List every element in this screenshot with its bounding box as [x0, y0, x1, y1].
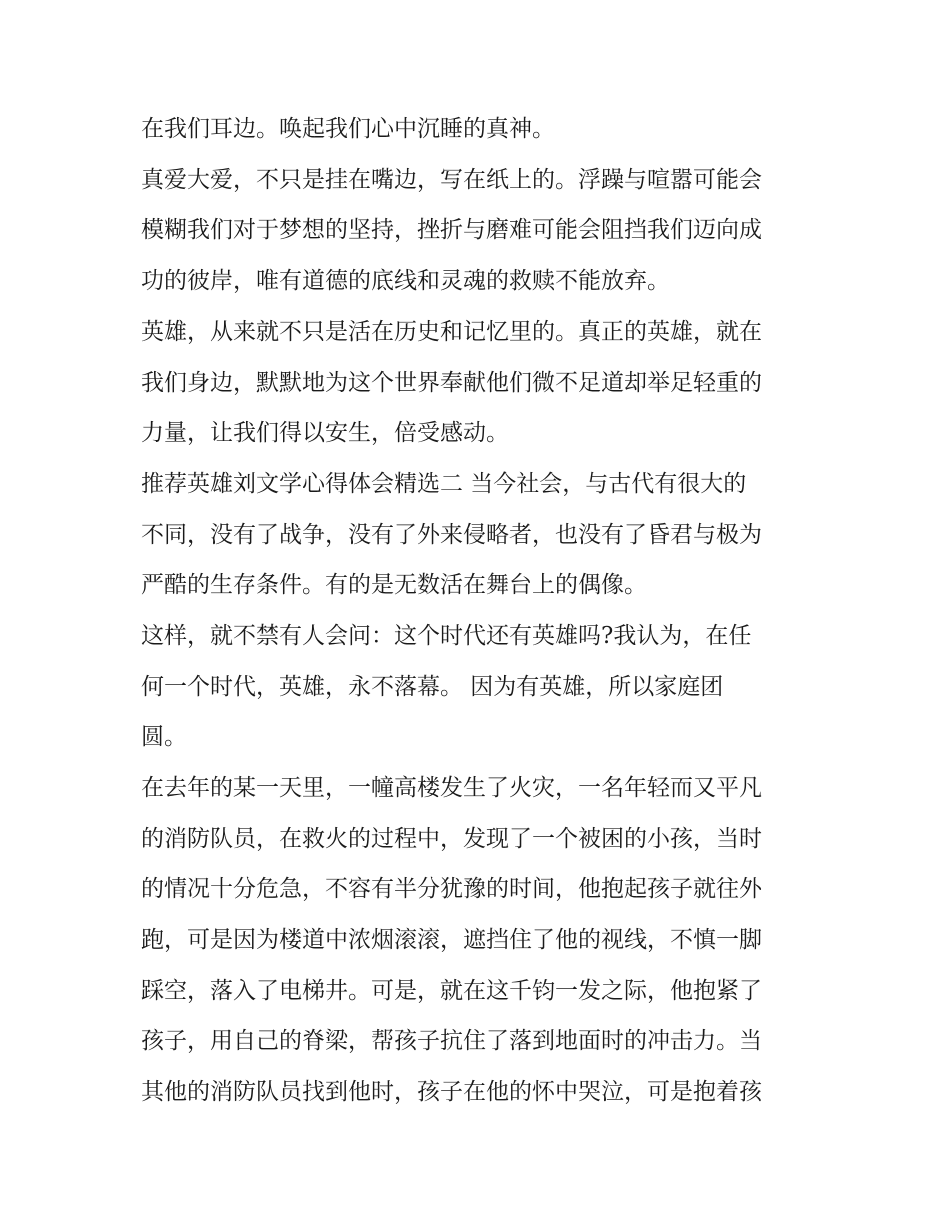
text-line: 我们身边，默默地为这个世界奉献他们微不足道却举足轻重的 [141, 370, 762, 396]
text-line: 严酷的生存条件。有的是无数活在舞台上的偶像。 [141, 572, 647, 598]
text-line: 孩子，用自己的脊梁，帮孩子抗住了落到地面时的冲击力。当 [141, 1028, 762, 1054]
text-line: 力量，让我们得以安生，倍受感动。 [141, 420, 509, 446]
text-line: 模糊我们对于梦想的坚持，挫折与磨难可能会阻挡我们迈向成 [141, 217, 762, 243]
text-line: 功的彼岸，唯有道德的底线和灵魂的救赎不能放弃。 [141, 268, 670, 294]
text-line: 的消防队员，在救火的过程中，发现了一个被困的小孩，当时 [141, 826, 762, 852]
text-line: 英雄，从来就不只是活在历史和记忆里的。真正的英雄，就在 [141, 319, 762, 345]
text-line: 不同，没有了战争，没有了外来侵略者，也没有了昏君与极为 [141, 522, 762, 548]
text-line: 真爱大爱，不只是挂在嘴边，写在纸上的。浮躁与喧嚣可能会 [141, 167, 762, 193]
text-line: 这样，就不禁有人会问：这个时代还有英雄吗?我认为，在任 [141, 623, 752, 649]
text-line: 圆。 [141, 724, 187, 750]
text-line: 其他的消防队员找到他时，孩子在他的怀中哭泣，可是抱着孩 [141, 1079, 762, 1105]
text-line: 跑，可是因为楼道中浓烟滚滚，遮挡住了他的视线，不慎一脚 [141, 927, 762, 953]
text-line: 踩空，落入了电梯井。可是，就在这千钧一发之际，他抱紧了 [141, 978, 762, 1004]
text-line: 推荐英雄刘文学心得体会精选二 当今社会，与古代有很大的 [141, 471, 747, 497]
text-line: 在我们耳边。唤起我们心中沉睡的真神。 [141, 116, 555, 142]
text-line: 的情况十分危急，不容有半分犹豫的时间，他抱起孩子就往外 [141, 876, 762, 902]
text-line: 在去年的某一天里，一幢高楼发生了火灾，一名年轻而又平凡 [141, 775, 762, 801]
text-line: 何一个时代，英雄，永不落幕。 因为有英雄，所以家庭团 [141, 674, 724, 700]
